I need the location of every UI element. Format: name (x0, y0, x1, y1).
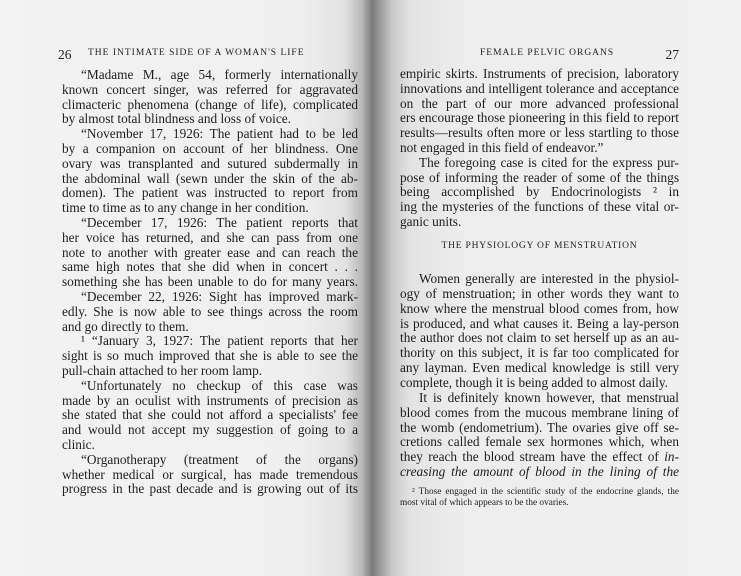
page-number: 27 (665, 47, 679, 62)
text-line: known concert singer, was referred for aggravated (62, 81, 358, 97)
text-line: “December 22, 1926: Sight has improved mark- (81, 289, 358, 304)
text-line: something she has been unable to do for many years. (62, 274, 358, 290)
text-line: know where the menstrual blood comes from, how (400, 300, 679, 316)
text-line: not engaged in this field of endeavor.” (400, 140, 604, 155)
text-line: sight is so much improved that she is able to see the (62, 348, 358, 364)
text-line (400, 449, 679, 464)
text-line: blood comes from the mucous membrane lining of (400, 404, 679, 420)
text-line: pull-chain attached to her room lamp. (62, 363, 263, 378)
text-line: ing the mysteries of the functions of these vital or- (400, 199, 679, 215)
text-line: ovary was transplanted and sutured subdermally in (62, 155, 358, 171)
text-line: her voice has returned, and she can pass from one (62, 229, 358, 245)
running-head-title: THE INTIMATE SIDE OF A WOMAN'S LIFE (88, 48, 305, 58)
text-line: cretions called female sex hormones which, when (400, 434, 679, 450)
text-line: and go directly to them. (62, 318, 189, 334)
text-line: empiric skirts. Instruments of precision, laboratory (400, 66, 679, 81)
text-line: time to time as to any change in her condition. (62, 200, 309, 216)
text-line: thority on this subject, it is far too complicated for (400, 345, 679, 361)
text-line: The foregoing case is cited for the express pur- (419, 154, 679, 170)
right-page (400, 0, 679, 576)
text-line: ers encourage those pioneering in this field to report (400, 110, 679, 126)
text-line: results—results often more or less startling to those (400, 125, 679, 141)
text-line: note to another with greater ease and can reach the (62, 244, 358, 260)
running-header-left (58, 47, 358, 64)
page-number: 26 (58, 47, 72, 62)
text-line: the abdominal wall (sewn under the skin of the ab- (62, 170, 358, 186)
text-line: any layman. Even medical knowledge is still very (400, 360, 679, 376)
section-heading: THE PHYSIOLOGY OF MENSTRUATION (441, 241, 638, 251)
text-line (400, 464, 679, 479)
text-line: by almost total blindness and loss of voice. (62, 111, 291, 127)
text-line: being accomplished by Endocrinologists ² in (400, 184, 679, 200)
text-line: whether medical or surgical, has made tremendous (62, 466, 358, 482)
text-line: made by an oculist with instruments of precision as (62, 392, 358, 408)
text-line: the womb (endometrium). The ovaries give off se- (400, 419, 679, 435)
text-line: complete, though it is being added to almost daily. (400, 374, 668, 390)
text-line: ¹ “January 3, 1927: The patient reports that her (81, 333, 358, 349)
running-head-title: FEMALE PELVIC ORGANS (480, 48, 615, 58)
text-line: she stated that she could not afford a specialists' fee (62, 407, 358, 423)
text-line: progress in the past decade and is growing out of its (62, 481, 358, 497)
text-line: innovations and intelligent tolerance and acceptance (400, 80, 679, 96)
text-line: “December 17, 1926: The patient reports that (81, 215, 358, 230)
left-page (58, 0, 358, 576)
text-line: “Organotherapy (treatment of the organs) (81, 451, 358, 467)
text-line: Women generally are interested in the physiol- (419, 271, 679, 286)
text-line: “November 17, 1926: The patient had to be led (81, 126, 358, 142)
italic-text: in- (664, 449, 679, 464)
text-line: on the part of our more advanced professional (400, 95, 679, 111)
text-line: “Madame M., age 54, formerly internationally (81, 67, 358, 82)
text-line: edly. She is now able to see things across the room (62, 303, 358, 319)
text-line: ganic units. (400, 214, 462, 229)
italic-text: creasing the amount of blood in the lining of the (400, 464, 679, 479)
text-segment: they reach the blood stream have the effect of (400, 449, 659, 464)
text-line: It is definitely known however, that menstrual (419, 389, 679, 405)
text-line: clinic. (62, 437, 95, 452)
text-line: “Unfortunately no checkup of this case was (81, 377, 358, 393)
text-line: climacteric phenomena (change of life), complicated (62, 96, 358, 112)
text-line: same high notes that she did when in concert . . . (62, 259, 358, 275)
footnote-line: most vital of which appears to be the ovaries. (400, 498, 569, 508)
text-line: the author does not claim to set herself up as an au- (400, 330, 679, 346)
text-line: domen). The patient was instructed to report from (62, 185, 358, 201)
text-line: pose of informing the reader of some of the things (400, 169, 679, 185)
text-line: and would not accept my suggestion of going to a (62, 422, 358, 438)
text-line: by a companion on account of her blindness. One (62, 141, 358, 156)
footnote-line: ² Those engaged in the scientific study of the endocrine glands, the (412, 487, 679, 497)
running-header-right (400, 48, 679, 64)
text-line: ogy of menstruation; in other words they want to (400, 285, 679, 301)
text-line: is produced, and what causes it. Being a lay-person (400, 315, 679, 331)
